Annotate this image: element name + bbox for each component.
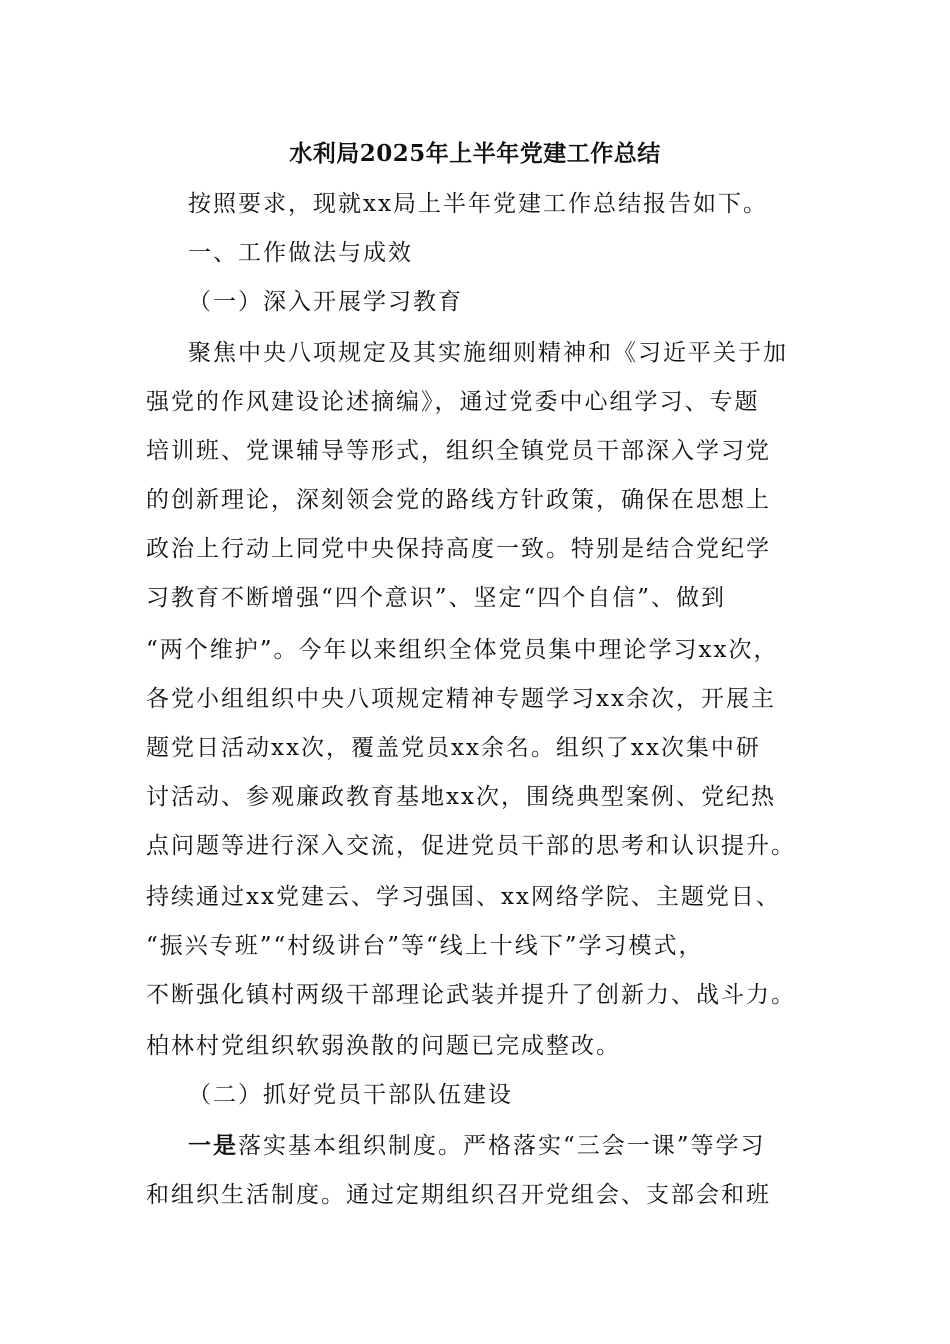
subsection-heading-1: （一）深入开展学习教育 xyxy=(188,289,463,315)
paragraph1-line: 习教育不断增强“四个意识”、坚定“四个自信”、做到 xyxy=(146,585,727,611)
paragraph1-line: 点问题等进行深入交流，促进党员干部的思考和认识提升。 xyxy=(146,833,796,859)
paragraph1-line: 题党日活动xx次，覆盖党员xx余名。组织了xx次集中研 xyxy=(146,735,761,761)
subsection-heading-2: （二）抓好党员干部队伍建设 xyxy=(188,1082,513,1108)
paragraph1-line: 的创新理论，深刻领会党的路线方针政策，确保在思想上 xyxy=(146,487,771,513)
paragraph2-lead-bold: 一是 xyxy=(188,1132,238,1159)
paragraph1-line: 强党的作风建设论述摘编》，通过党委中心组学习、专题 xyxy=(146,389,760,415)
paragraph2-lead-rest: 落实基本组织制度。严格落实“三会一课”等学习 xyxy=(238,1133,766,1159)
section-heading-1: 一、工作做法与成效 xyxy=(188,240,413,266)
document-title: 水利局2025年上半年党建工作总结 xyxy=(289,140,661,167)
paragraph1-line: 政治上行动上同党中央保持高度一致。特别是结合党纪学 xyxy=(146,536,771,562)
paragraph2-line: 和组织生活制度。通过定期组织召开党组会、支部会和班 xyxy=(146,1182,771,1208)
paragraph1-line: “振兴专班”“村级讲台”等“线上十线下”学习模式， xyxy=(146,933,704,959)
paragraph1-line: 聚焦中央八项规定及其实施细则精神和《习近平关于加 xyxy=(188,340,788,366)
paragraph1-line: 柏林村党组织软弱涣散的问题已完成整改。 xyxy=(146,1033,621,1059)
paragraph2-line xyxy=(188,1126,766,1166)
paragraph1-line: 各党小组组织中央八项规定精神专题学习xx余次，开展主 xyxy=(146,686,776,712)
intro-paragraph: 按照要求，现就xx局上半年党建工作总结报告如下。 xyxy=(188,191,768,217)
paragraph1-line: 培训班、党课辅导等形式，组织全镇党员干部深入学习党 xyxy=(146,438,771,464)
paragraph1-line: 持续通过xx党建云、学习强国、xx网络学院、主题党日、 xyxy=(146,884,781,910)
paragraph1-line: 不断强化镇村两级干部理论武装并提升了创新力、战斗力。 xyxy=(146,982,796,1008)
paragraph1-line: 讨活动、参观廉政教育基地xx次，围绕典型案例、党纪热 xyxy=(146,784,776,810)
paragraph1-line: “两个维护”。今年以来组织全体党员集中理论学习xx次， xyxy=(146,637,779,663)
